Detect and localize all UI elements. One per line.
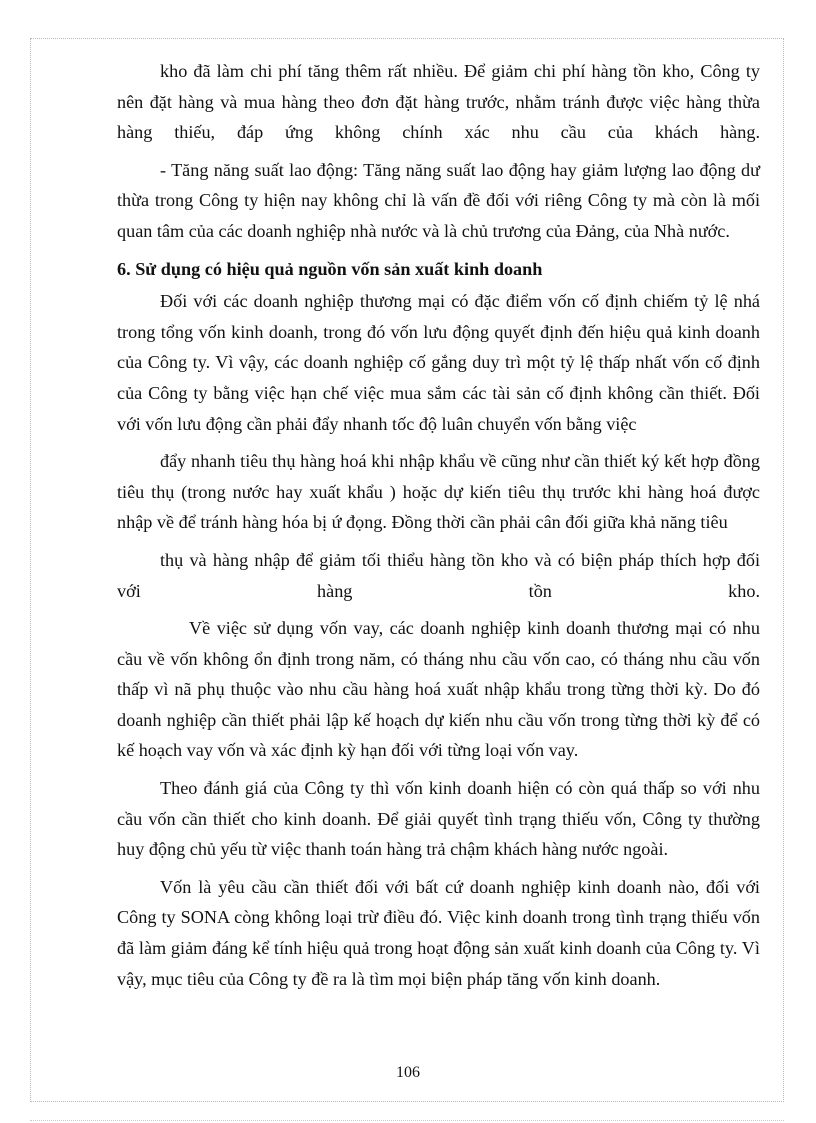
paragraph-sales-acceleration: đẩy nhanh tiêu thụ hàng hoá khi nhập khẩu về cũng như cần thiết ký kết hợp đồng tiêu thụ (trong nước hay xuất khẩu ) hoặc dự kiến tiêu thụ trước khi hàng hoá được nhập về để tránh hàng hóa bị ứ đọng. Đồng thời cần phải cân đối giữa khả năng tiêu — [117, 451, 760, 533]
paragraph-borrowed-capital: Về việc sử dụng vốn vay, các doanh nghiệp kinh doanh thương mại có nhu cầu về vốn không ổn định trong năm, có tháng nhu cầu vốn cao, có tháng nhu cầu vốn thấp vì nã phụ thuộc vào nhu cầu hàng hoá xuất nhập khẩu trong từng thời kỳ. Do đó doanh nghiệp cần thiết phải lập kế hoạch dự kiến nhu cầu vốn trong từng thời kỳ để có kế hoạch vay vốn và xác định kỳ hạn đối với từng loại vốn vay. — [117, 618, 760, 761]
paragraph-capital-requirement: Vốn là yêu cầu cần thiết đối với bất cứ doanh nghiệp kinh doanh nào, đối với Công ty SONA còng không loại trừ điều đó. Việc kinh doanh trong tình trạng thiếu vốn đã làm giảm đáng kể tính hiệu quả trong hoạt động sản xuất kinh doanh của Công ty. Vì vậy, mục tiêu của Công ty đề ra là tìm mọi biện pháp tăng vốn kinh doanh. — [117, 876, 760, 989]
paragraph-capital-assessment: Theo đánh giá của Công ty thì vốn kinh doanh hiện có còn quá thấp so với nhu cầu vốn cần thiết cho kinh doanh. Để giải quyết tình trạng thiếu vốn, Công ty thường huy động chủ yếu từ việc thanh toán hàng trả chậm khách hàng nước ngoài. — [117, 778, 760, 860]
body-text — [117, 56, 760, 1001]
paragraph-fixed-capital: Đối với các doanh nghiệp thương mại có đặc điểm vốn cố định chiếm tỷ lệ nhá trong tổng vốn kinh doanh, trong đó vốn lưu động quyết định đến hiệu quả kinh doanh của Công ty. Vì vậy, các doanh nghiệp cố gắng duy trì một tỷ lệ thấp nhất vốn cố định của Công ty bằng việc hạn chế việc mua sắm các tài sản cố định không cần thiết. Đối với vốn lưu động cần phải đẩy nhanh tốc độ luân chuyển vốn bằng việc — [117, 291, 760, 434]
footer-divider — [30, 1120, 784, 1121]
paragraph-inventory-balance: thụ và hàng nhập để giảm tối thiểu hàng tồn kho và có biện pháp thích hợp đối với hàng tồn kho. — [117, 549, 760, 601]
paragraph-labor-productivity: - Tăng năng suất lao động: Tăng năng suất lao động hay giảm lượng lao động dư thừa trong Công ty hiện nay không chỉ là vấn đề đối với riêng Công ty mà còn là mối quan tâm của các doanh nghiệp nhà nước và là chủ trương của Đảng, của Nhà nước. — [117, 159, 760, 241]
page-number: 106 — [396, 1064, 420, 1081]
section-heading: 6. Sử dụng có hiệu quả nguồn vốn sản xuất kinh doanh — [117, 258, 543, 279]
paragraph-inventory-cost: kho đã làm chi phí tăng thêm rất nhiều. Để giảm chi phí hàng tồn kho, Công ty nên đặt hàng và mua hàng theo đơn đặt hàng trước, nhằm tránh được việc hàng thừa hàng thiếu, đáp ứng không chính xác nhu cầu của khách hàng. — [117, 61, 760, 143]
